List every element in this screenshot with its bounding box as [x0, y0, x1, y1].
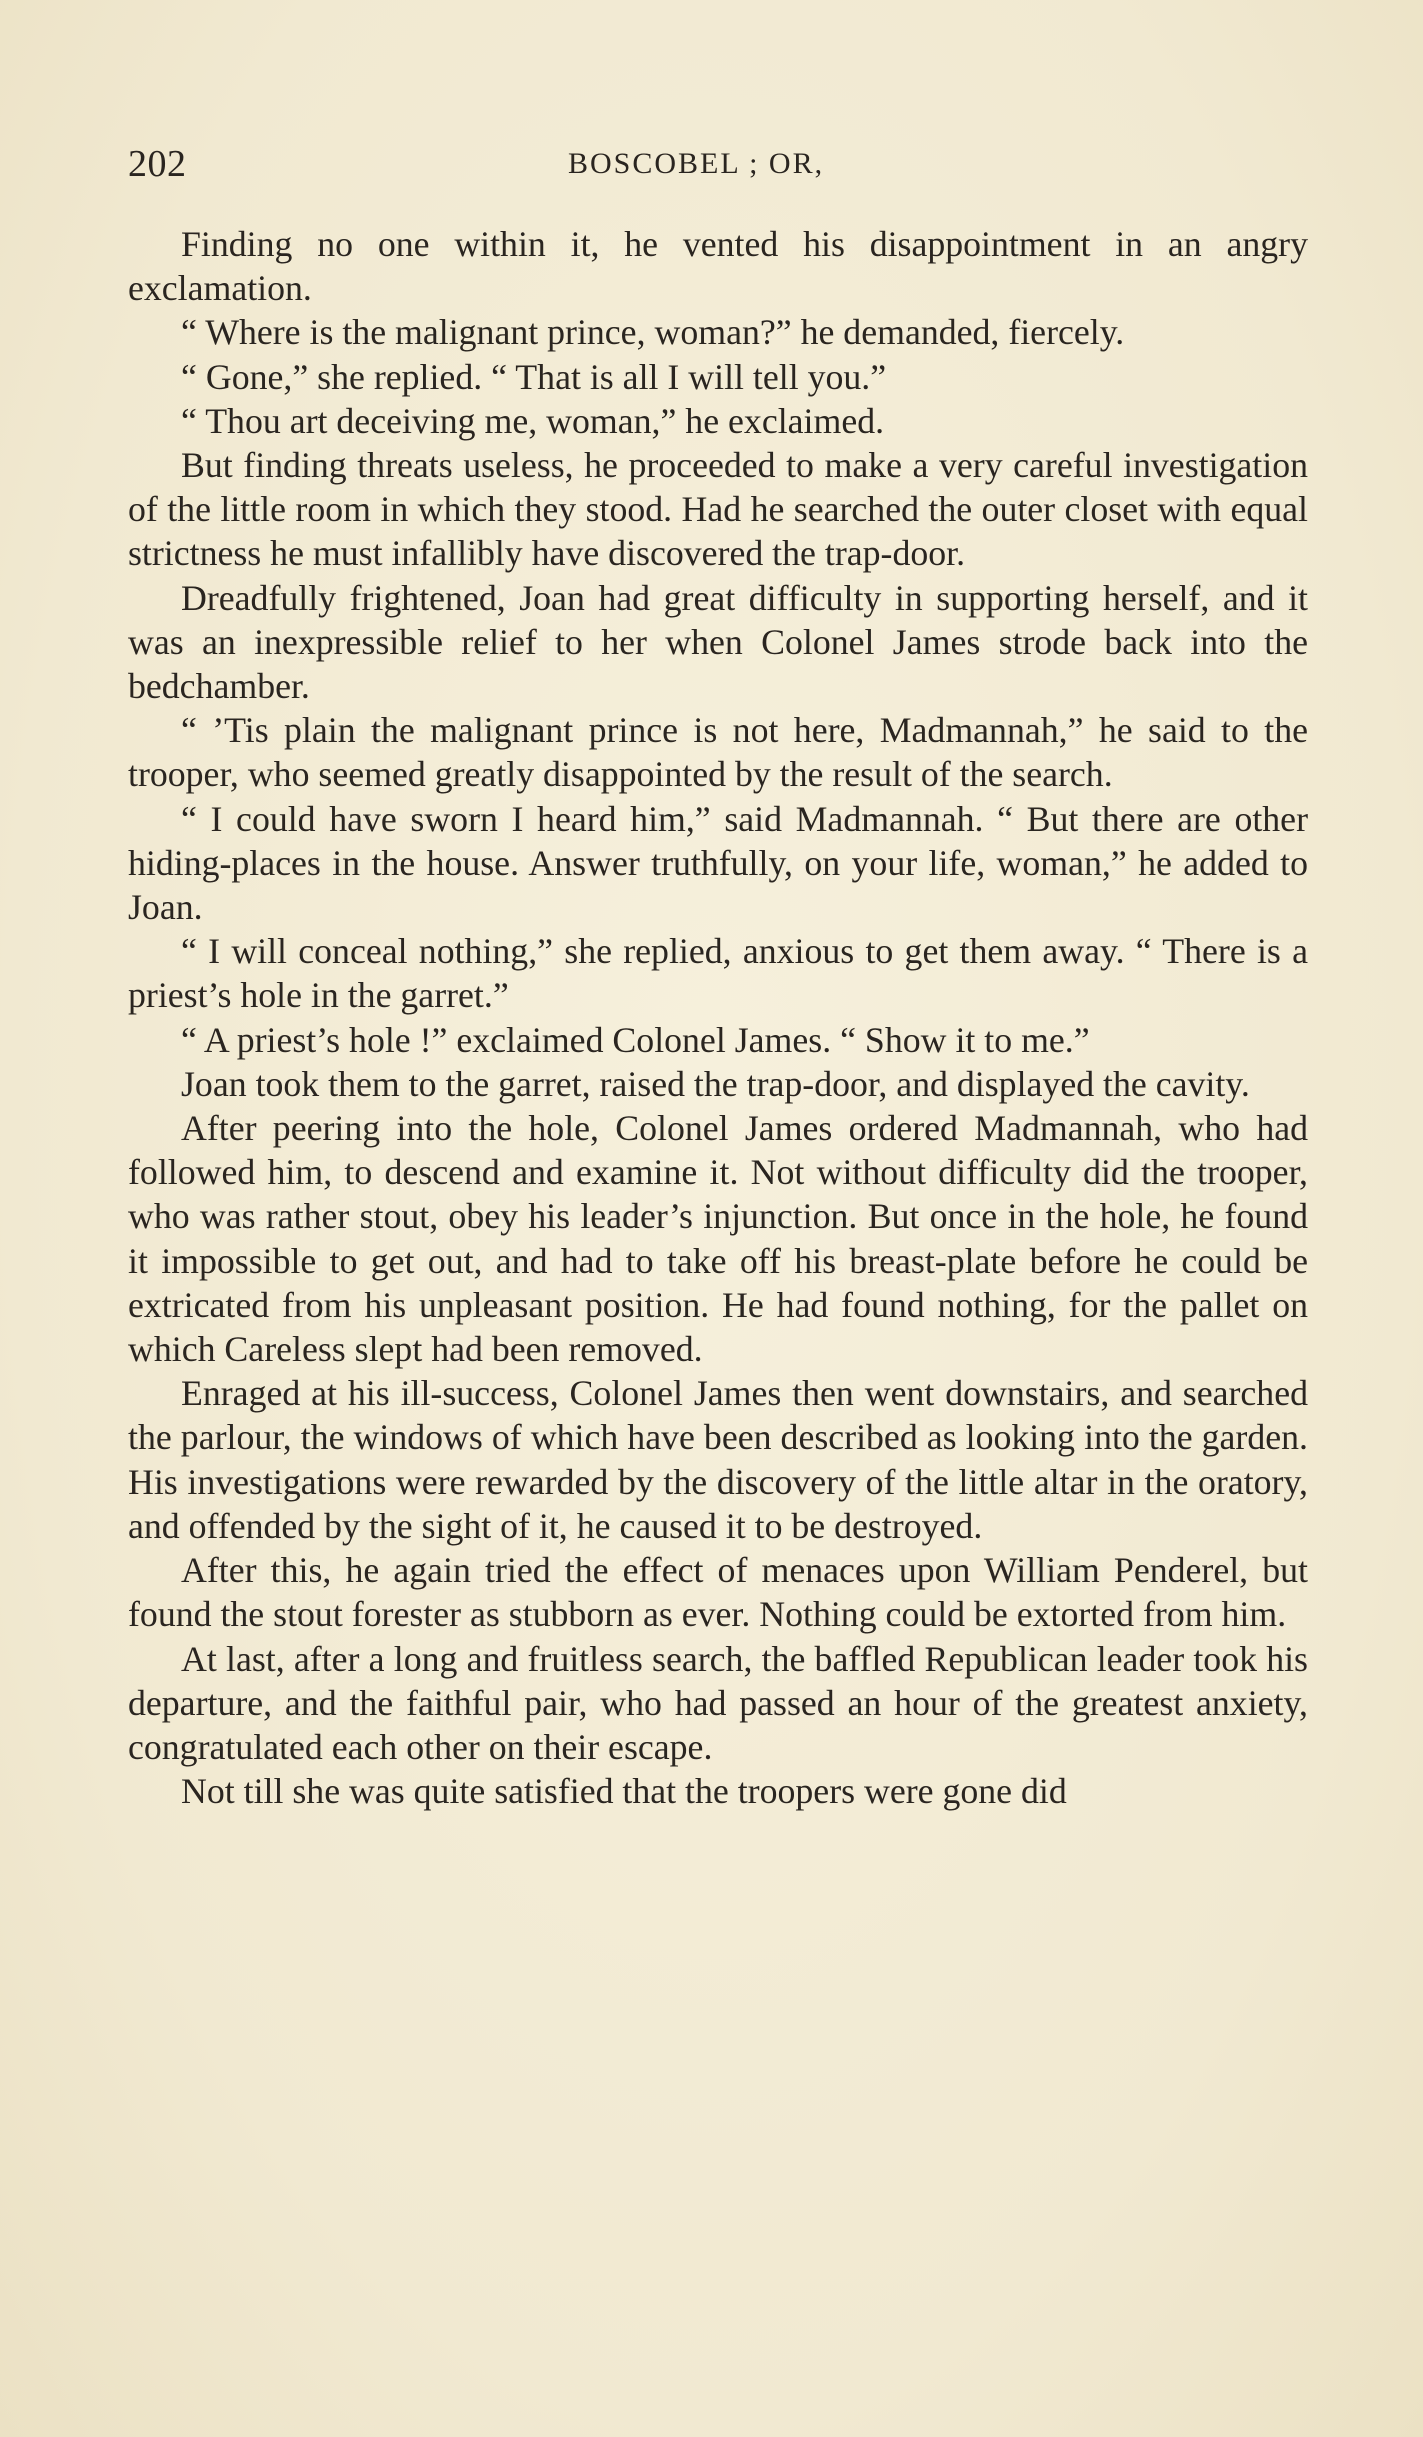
paragraph: Not till she was quite satisfied that the troopers were gone did [181, 1771, 1067, 1812]
paragraph: “ A priest’s hole !” exclaimed Colonel James. “ Show it to me.” [181, 1019, 1090, 1060]
paragraph: “ ’Tis plain the malignant prince is not here, Madmannah,” he said to the trooper, who seemed greatly disappointed by the result of the search. [128, 710, 1308, 795]
paragraph: At last, after a long and fruitless search, the baffled Republican leader took his departure, and the faithful pair, who had passed an hour of the greatest anxiety, congratulated each other on their escape. [128, 1638, 1308, 1767]
paragraph: “ I will conceal nothing,” she replied, anxious to get them away. “ There is a priest’s hole in the garret.” [128, 931, 1308, 1016]
paragraph: “ Gone,” she replied. “ That is all I will tell you.” [181, 356, 887, 397]
paragraph: Finding no one within it, he vented his disappointment in an angry exclamation. [128, 224, 1308, 309]
paragraph: Enraged at his ill-success, Colonel James then went downstairs, and searched the parlour, the windows of which have been described as looking into the garden. His investigations were rewarded by the discovery of the little altar in the oratory, and offended by the sight of it, he caused it to be destroyed. [128, 1373, 1308, 1546]
page-header [128, 140, 1318, 188]
paragraph: “ I could have sworn I heard him,” said Madmannah. “ But there are other hiding-places in the house. Answer truthfully, on your life, woman,” he added to Joan. [128, 798, 1308, 928]
paragraph: Dreadfully frightened, Joan had great difficulty in supporting herself, and it was an inexpressible relief to her when Colonel James strode back into the bedchamber. [128, 577, 1308, 707]
paragraph: But finding threats useless, he proceeded to make a very careful investigation of the little room in which they stood. Had he searched the outer closet with equal strictness he must infallibly have discovered the trap-door. [128, 445, 1308, 574]
page-number: 202 [128, 143, 187, 185]
paragraph: “ Thou art deceiving me, woman,” he exclaimed. [181, 400, 885, 441]
paragraph: Joan took them to the garret, raised the trap-door, and displayed the cavity. [181, 1063, 1250, 1104]
paragraph: “ Where is the malignant prince, woman?” he demanded, fiercely. [181, 312, 1125, 353]
paragraph: After this, he again tried the effect of menaces upon William Penderel, but found the stout forester as stubborn as ever. Nothing could be extorted from him. [128, 1550, 1308, 1635]
body-text [128, 222, 1308, 1813]
running-title: BOSCOBEL ; OR, [568, 147, 825, 180]
paragraph: After peering into the hole, Colonel James ordered Madmannah, who had followed him, to descend and examine it. Not without difficulty did the trooper, who was rather stout, obey his leader’s injunction. But once in the hole, he found it impossible to get out, and had to take off his breast-plate before he could be extricated from his unpleasant position. He had found nothing, for the pallet on which Careless slept had been removed. [128, 1108, 1308, 1370]
